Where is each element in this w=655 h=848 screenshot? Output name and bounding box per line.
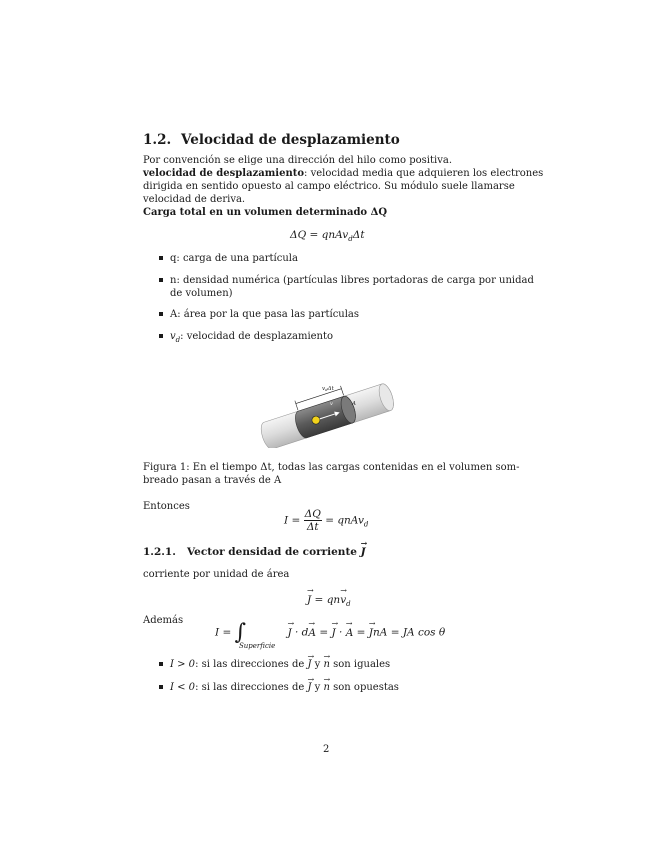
bullet-text bbox=[170, 658, 390, 671]
vd-symbol: v bbox=[170, 331, 176, 342]
eq4-part3: · bbox=[335, 626, 346, 639]
subsection-intro: corriente por unidad de área bbox=[143, 569, 290, 580]
equation-integral bbox=[215, 620, 446, 650]
bullet-marker bbox=[159, 685, 163, 689]
bullet-text-a: : si las direcciones de bbox=[195, 682, 308, 693]
label-vdt: vdΔt bbox=[322, 386, 334, 392]
subsection-title: Vector densidad de corriente bbox=[187, 546, 361, 558]
figure-caption-line-2: breado pasan a través de A bbox=[143, 475, 282, 486]
eq4-part1: · d bbox=[291, 626, 309, 639]
bullet-text bbox=[170, 330, 333, 347]
dim-tick-left bbox=[295, 401, 298, 411]
bullet-text bbox=[170, 681, 399, 694]
section-title: Velocidad de desplazamiento bbox=[181, 132, 400, 148]
subsection-heading bbox=[143, 546, 366, 558]
ademas-text: Además bbox=[143, 615, 184, 626]
equation-current bbox=[284, 508, 368, 533]
charge-heading: Carga total en un volumen determinado ΔQ bbox=[143, 207, 388, 218]
integral-lower-limit: Superficie bbox=[239, 642, 276, 650]
vec-n: → n bbox=[324, 681, 330, 694]
eq4-J3: → J bbox=[369, 627, 373, 639]
term-bold: velocidad de desplazamiento bbox=[143, 168, 305, 179]
eq1-main: ΔQ = qnAv bbox=[290, 229, 349, 241]
section-number: 1.2. bbox=[143, 132, 172, 148]
bullet-marker bbox=[159, 312, 163, 316]
eq4-lhs: I = bbox=[215, 626, 232, 639]
intro-definition-line bbox=[143, 167, 543, 180]
entonces-text: Entonces bbox=[143, 501, 190, 512]
eq3-sub: d bbox=[346, 600, 351, 609]
bullet-text: n: densidad numérica (partículas libres portadoras de carga por unidad bbox=[170, 275, 534, 286]
eq4-J2: → J bbox=[331, 627, 335, 639]
intro-line-3: dirigida en sentido opuesto al campo eléctrico. Su módulo suele llamarse bbox=[143, 181, 515, 192]
bullet-text-continued: de volumen) bbox=[170, 288, 233, 299]
label-A: A bbox=[352, 401, 356, 407]
eq3-v: → v bbox=[340, 594, 346, 606]
eq2-sub: d bbox=[363, 520, 369, 529]
eq2-lhs: I = bbox=[284, 514, 301, 527]
eq4-part2: = bbox=[316, 626, 332, 639]
bullet-text-b: son opuestas bbox=[329, 682, 399, 693]
cond-positive: I > 0 bbox=[170, 659, 196, 670]
vec-J: → J bbox=[307, 681, 311, 694]
conj-y: y bbox=[311, 659, 324, 670]
eq2-rhs: = qnAv bbox=[325, 514, 364, 527]
bullet-text-a: : si las direcciones de bbox=[195, 659, 308, 670]
bullet-marker bbox=[159, 278, 163, 282]
eq2-denominator: Δt bbox=[306, 521, 319, 533]
figure-caption-line-1: Figura 1: En el tiempo Δt, todas las cargas contenidas en el volumen som- bbox=[143, 462, 520, 473]
eq2-fraction bbox=[304, 508, 322, 533]
vd-sub: d bbox=[175, 336, 181, 344]
vec-J: → J bbox=[307, 658, 311, 671]
page-number: 2 bbox=[323, 744, 330, 755]
conductor-figure bbox=[260, 372, 396, 448]
eq4-part4: = bbox=[353, 626, 369, 639]
equation-J bbox=[307, 594, 351, 608]
integral-sign: ∫ bbox=[234, 620, 247, 645]
subsection-number: 1.2.1. bbox=[143, 546, 176, 558]
eq4-part5: nA = JA cos θ bbox=[373, 626, 446, 639]
dim-tick-right bbox=[341, 386, 344, 396]
eq4-A1: → A bbox=[308, 627, 316, 639]
section-heading bbox=[143, 132, 400, 148]
eq1-sub: d bbox=[348, 235, 353, 244]
eq3-J: → J bbox=[307, 594, 311, 606]
intro-line-4: velocidad de deriva. bbox=[143, 194, 246, 205]
tube-group bbox=[260, 372, 396, 448]
intro-line-1: Por convención se elige una dirección del hilo como positiva. bbox=[143, 155, 453, 166]
bullet-text: A: área por la que pasa las partículas bbox=[170, 309, 360, 320]
label-v: v bbox=[330, 401, 333, 407]
bullet-marker bbox=[159, 334, 163, 338]
term-definition: : velocidad media que adquieren los electrones bbox=[304, 168, 544, 179]
conj-y: y bbox=[311, 682, 324, 693]
eq2-numerator: ΔQ bbox=[304, 508, 321, 520]
bullet-text: q: carga de una partícula bbox=[170, 253, 298, 264]
cond-negative: I < 0 bbox=[170, 682, 196, 693]
vd-description: : velocidad de desplazamiento bbox=[180, 331, 334, 342]
bullet-text-b: son iguales bbox=[329, 659, 391, 670]
bullet-marker bbox=[159, 256, 163, 260]
bullet-marker bbox=[159, 662, 163, 666]
vec-n: → n bbox=[324, 658, 330, 671]
eq1-tail: Δt bbox=[352, 229, 365, 241]
equation-charge bbox=[290, 229, 365, 243]
subsection-symbol: → J bbox=[361, 546, 366, 558]
eq4-J1: → J bbox=[287, 627, 291, 639]
eq3-mid: = qn bbox=[311, 594, 341, 606]
eq4-A2: → A bbox=[346, 627, 354, 639]
